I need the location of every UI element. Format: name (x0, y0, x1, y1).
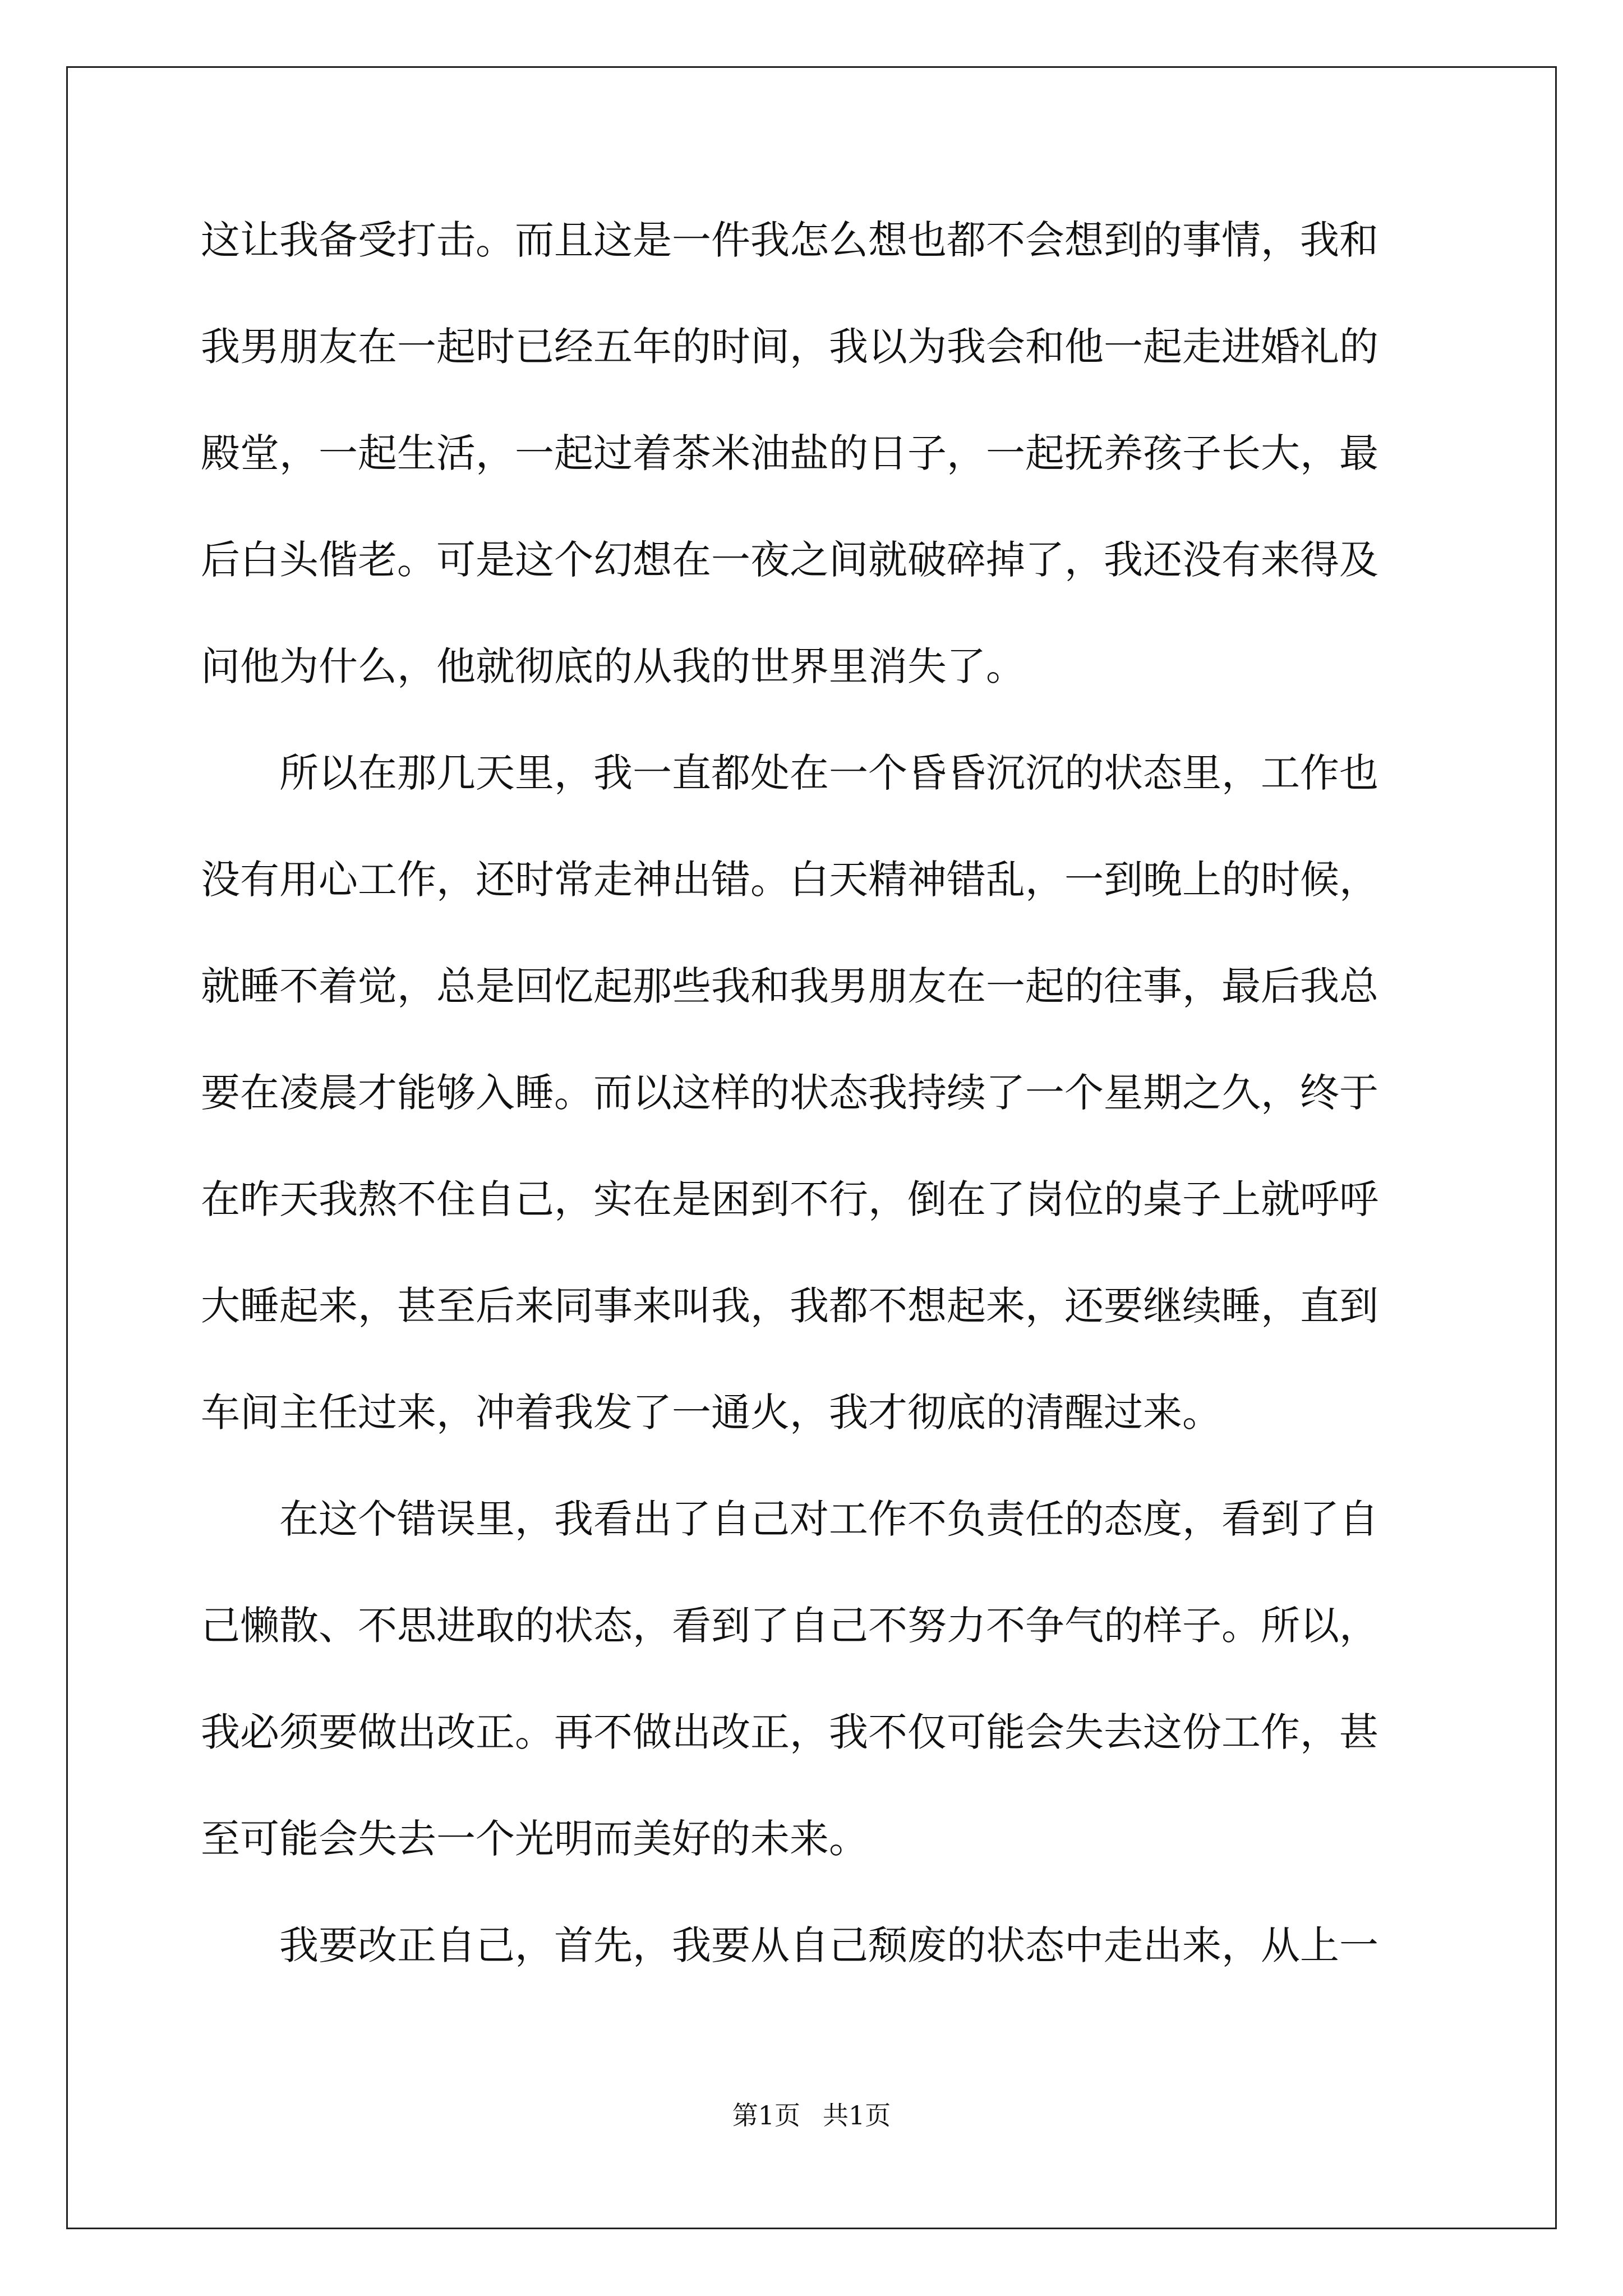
paragraph-first-line: 所以在那几天里，我一直都处在一个昏昏沉沉的状态里，工作也 (279, 750, 1378, 796)
text-line: 就睡不着觉，总是回忆起那些我和我男朋友在一起的往事，最后我总 (201, 963, 1378, 1009)
text-line: 我必须要做出改正。再不做出改正，我不仅可能会失去这份工作，甚 (201, 1709, 1378, 1755)
text-line: 至可能会失去一个光明而美好的未来。 (201, 1816, 868, 1862)
text-line: 在昨天我熬不住自己，实在是困到不行，倒在了岗位的桌子上就呼呼 (201, 1176, 1378, 1222)
text-line: 大睡起来，甚至后来同事来叫我，我都不想起来，还要继续睡，直到 (201, 1283, 1378, 1329)
text-line: 我男朋友在一起时已经五年的时间，我以为我会和他一起走进婚礼的 (201, 324, 1378, 370)
paragraph-first-line: 我要改正自己，首先，我要从自己颓废的状态中走出来，从上一 (279, 1922, 1378, 1968)
paragraph-first-line: 在这个错误里，我看出了自己对工作不负责任的态度，看到了自 (279, 1496, 1378, 1542)
page-total: 共1页 (823, 2100, 891, 2131)
text-line: 这让我备受打击。而且这是一件我怎么想也都不会想到的事情，我和 (201, 217, 1378, 263)
text-line: 殿堂，一起生活，一起过着茶米油盐的日子，一起抚养孩子长大，最 (201, 430, 1378, 476)
text-line: 车间主任过来，冲着我发了一通火，我才彻底的清醒过来。 (201, 1389, 1221, 1435)
page-border (66, 66, 1557, 2229)
page-footer (0, 2099, 1623, 2132)
text-line: 问他为什么，他就彻底的从我的世界里消失了。 (201, 643, 1025, 689)
text-line: 己懒散、不思进取的状态，看到了自己不努力不争气的样子。所以， (201, 1603, 1378, 1649)
text-line: 没有用心工作，还时常走神出错。白天精神错乱，一到晚上的时候， (201, 857, 1378, 903)
text-line: 要在凌晨才能够入睡。而以这样的状态我持续了一个星期之久，终于 (201, 1070, 1378, 1116)
text-line: 后白头偕老。可是这个幻想在一夜之间就破碎掉了，我还没有来得及 (201, 537, 1378, 583)
page-number: 第1页 (732, 2100, 800, 2131)
